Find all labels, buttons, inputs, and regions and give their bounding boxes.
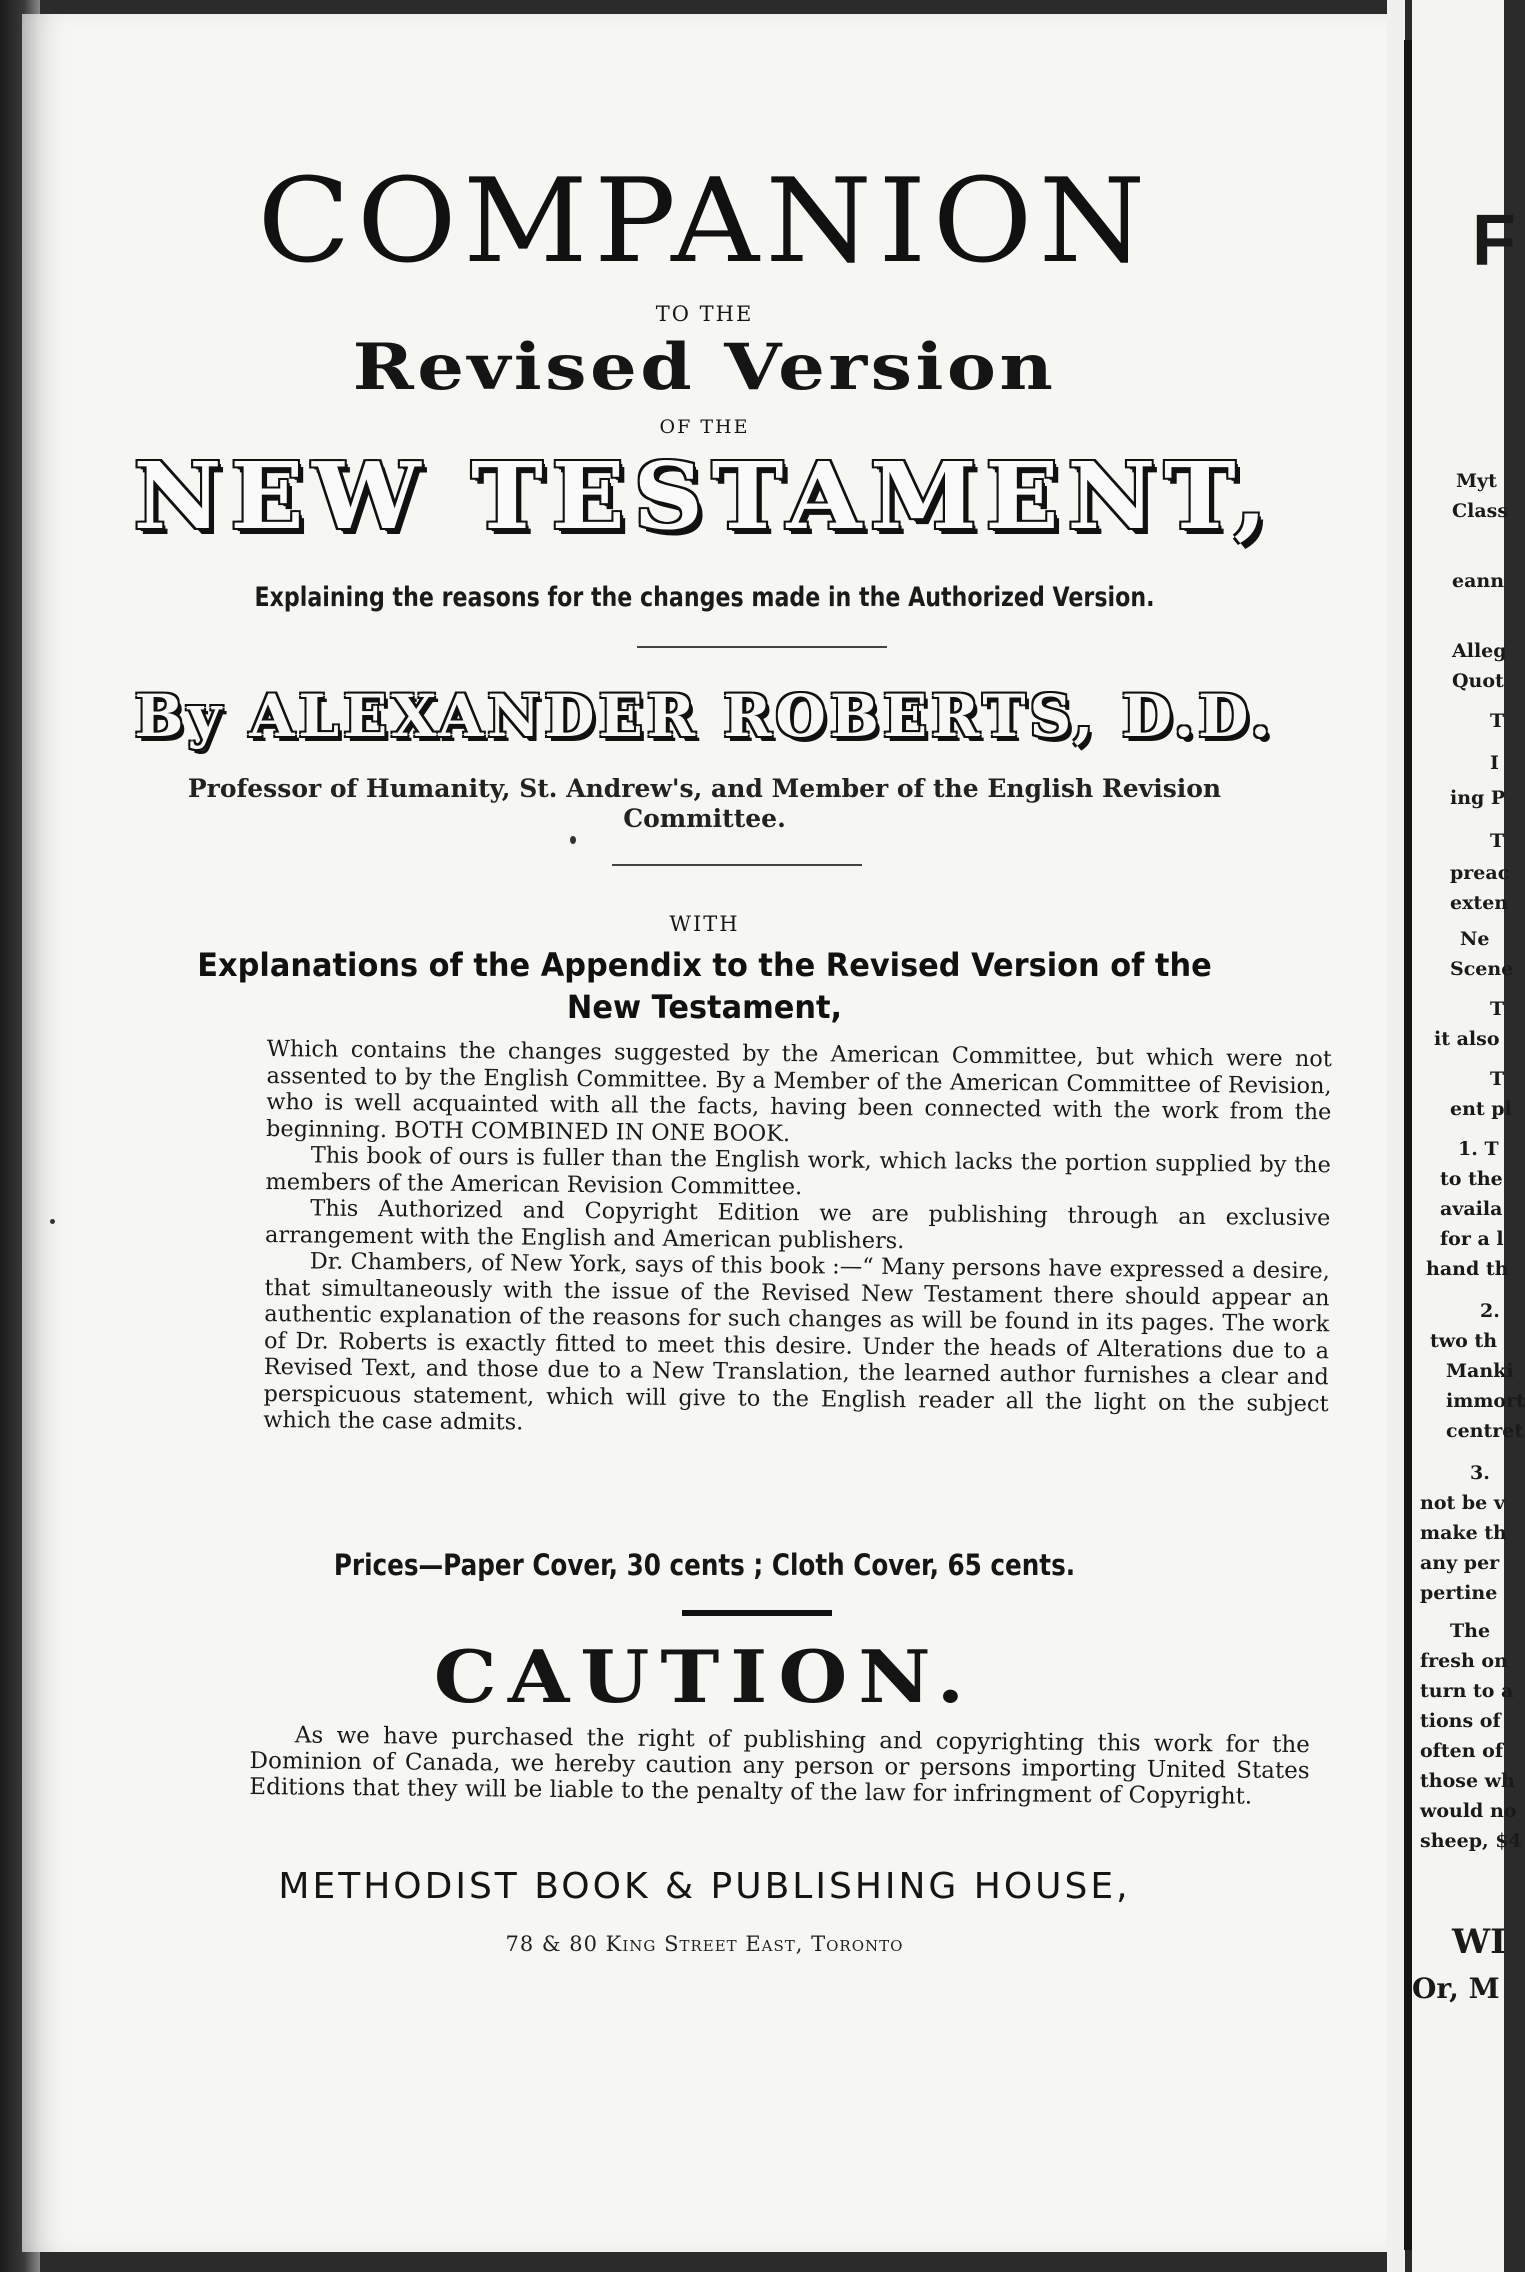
label-to-the: TO THE xyxy=(655,302,754,326)
right-page-line: 2. xyxy=(1480,1300,1500,1322)
body-paragraph: This book of ours is fuller than the English work, which lacks the portion supplied by the members of the American Revision Committee. xyxy=(265,1142,1331,1200)
page-gutter xyxy=(1387,0,1405,2272)
right-page-line: T xyxy=(1490,830,1505,852)
right-page-line: Alleg xyxy=(1452,640,1507,662)
right-page-line: Scene xyxy=(1450,958,1514,980)
publisher-address: 78 & 80 King Street East, Toronto xyxy=(505,1932,904,1956)
right-page-line: for a l xyxy=(1440,1228,1504,1250)
explanations-heading xyxy=(56,944,1353,1028)
right-page-line: hand th xyxy=(1426,1258,1509,1280)
caution-heading: CAUTION. xyxy=(433,1634,976,1719)
right-page-line: The xyxy=(1450,1620,1491,1642)
print-speck xyxy=(570,836,576,844)
right-page-line: I xyxy=(1490,752,1499,774)
publisher-name: METHODIST BOOK & PUBLISHING HOUSE, xyxy=(278,1866,1131,1907)
right-page-line: T xyxy=(1490,1068,1505,1090)
right-page-line: fresh on xyxy=(1420,1650,1508,1672)
divider xyxy=(637,646,887,648)
body-paragraph: Which contains the changes suggested by the American Committee, but which were not assented to by the English Committee. By a Member of the American Committee of Revision, who is well acquainted with all the facts, having been connected with the work from the beginning. BOTH COMBINED IN ONE BOOK. xyxy=(265,1036,1332,1147)
right-page-line: immort xyxy=(1446,1390,1525,1412)
author-position-line: Professor of Humanity, St. Andrew's, and Member of the English Revision xyxy=(187,774,1222,803)
right-page-line: Myt xyxy=(1456,470,1497,492)
right-page-line: two th xyxy=(1430,1330,1498,1352)
label-with: WITH xyxy=(669,912,740,936)
right-page-line: preac xyxy=(1450,862,1510,884)
print-speck xyxy=(50,1219,55,1224)
title-new-testament: NEW TESTAMENT, xyxy=(133,442,1276,550)
caution-text xyxy=(249,1722,1310,1810)
right-page-line: pertine xyxy=(1420,1582,1498,1604)
right-page-line: availa xyxy=(1440,1198,1503,1220)
right-page-line: it also xyxy=(1434,1028,1500,1050)
body-paragraph: This Authorized and Copyright Edition we are publishing through an exclusive arrangement with the English and American publishers. xyxy=(264,1195,1331,1254)
title-companion: COMPANION xyxy=(257,154,1152,289)
prices: Prices—Paper Cover, 30 cents ; Cloth Cover, 65 cents. xyxy=(333,1548,1076,1582)
right-page-line: not be v xyxy=(1420,1492,1505,1514)
right-page-line: would no xyxy=(1420,1800,1517,1822)
right-page-line: eann xyxy=(1452,570,1505,592)
right-page-line: 3. xyxy=(1470,1462,1490,1484)
explanations-line: New Testament, xyxy=(566,988,843,1026)
gutter-line xyxy=(1404,40,1412,2250)
right-page-line: those wh xyxy=(1420,1770,1515,1792)
right-page-line: sheep, $4 xyxy=(1420,1830,1522,1852)
right-page-line: Ne xyxy=(1460,928,1490,950)
right-page-fragment xyxy=(1412,0,1525,2272)
right-page-line: centret xyxy=(1446,1420,1524,1442)
right-page-line: T xyxy=(1490,998,1505,1020)
right-page-line: often of xyxy=(1420,1740,1503,1762)
body-paragraph: Dr. Chambers, of New York, says of this book :—“ Many persons have expressed a desire, that simultaneously with the issue of the Revised New Testament there should appear an authentic explanation of the reasons for such changes as will be found in its pages. The work of Dr. Roberts is exactly fitted to meet this desire. Under the heads of Alterations due to a Revised Text, and those due to a New Translation, the learned author furnishes a clear and perspicuous statement, which will give to the English reader all the light on the subject which the case admits. xyxy=(263,1248,1330,1436)
title-revised-version: Revised Version xyxy=(352,330,1057,405)
right-page-line: ent pl xyxy=(1450,1098,1512,1120)
description-body xyxy=(263,1036,1332,1444)
label-of-the: OF THE xyxy=(659,416,750,438)
right-page-line: ing P xyxy=(1450,787,1506,809)
left-page xyxy=(22,14,1387,2252)
explanations-line: Explanations of the Appendix to the Revised Version of the xyxy=(197,946,1212,984)
right-page-line: Class xyxy=(1452,500,1509,522)
right-page-line: tions of xyxy=(1420,1710,1501,1732)
author-position-line: Committee. xyxy=(623,804,786,833)
right-page-line: any per xyxy=(1420,1552,1500,1574)
subtitle: Explaining the reasons for the changes made in the Authorized Version. xyxy=(254,582,1155,613)
right-page-line: 1. T xyxy=(1458,1138,1499,1160)
author-name: By ALEXANDER ROBERTS, D.D. xyxy=(134,682,1275,750)
right-page-line: Manki xyxy=(1446,1360,1514,1382)
author-position xyxy=(22,774,1387,834)
right-page-line: to the xyxy=(1440,1168,1503,1190)
right-page-line: T xyxy=(1490,710,1505,732)
divider-thick xyxy=(682,1610,832,1616)
right-page-line: Or, M xyxy=(1412,1972,1500,2005)
right-page-line: Quot xyxy=(1452,670,1504,692)
right-page-line: WI xyxy=(1452,1922,1507,1962)
right-page-line: turn to a xyxy=(1420,1680,1514,1702)
divider xyxy=(612,864,862,866)
right-page-big-letter: F xyxy=(1472,201,1516,281)
right-page-line: make th xyxy=(1420,1522,1507,1544)
right-page-line: exten xyxy=(1450,892,1509,914)
caution-paragraph: As we have purchased the right of publishing and copyrighting this work for the Dominion of Canada, we hereby caution any person or persons importing United States Editions that they will be liable to the penalty of the law for infringment of Copyright. xyxy=(249,1722,1310,1810)
